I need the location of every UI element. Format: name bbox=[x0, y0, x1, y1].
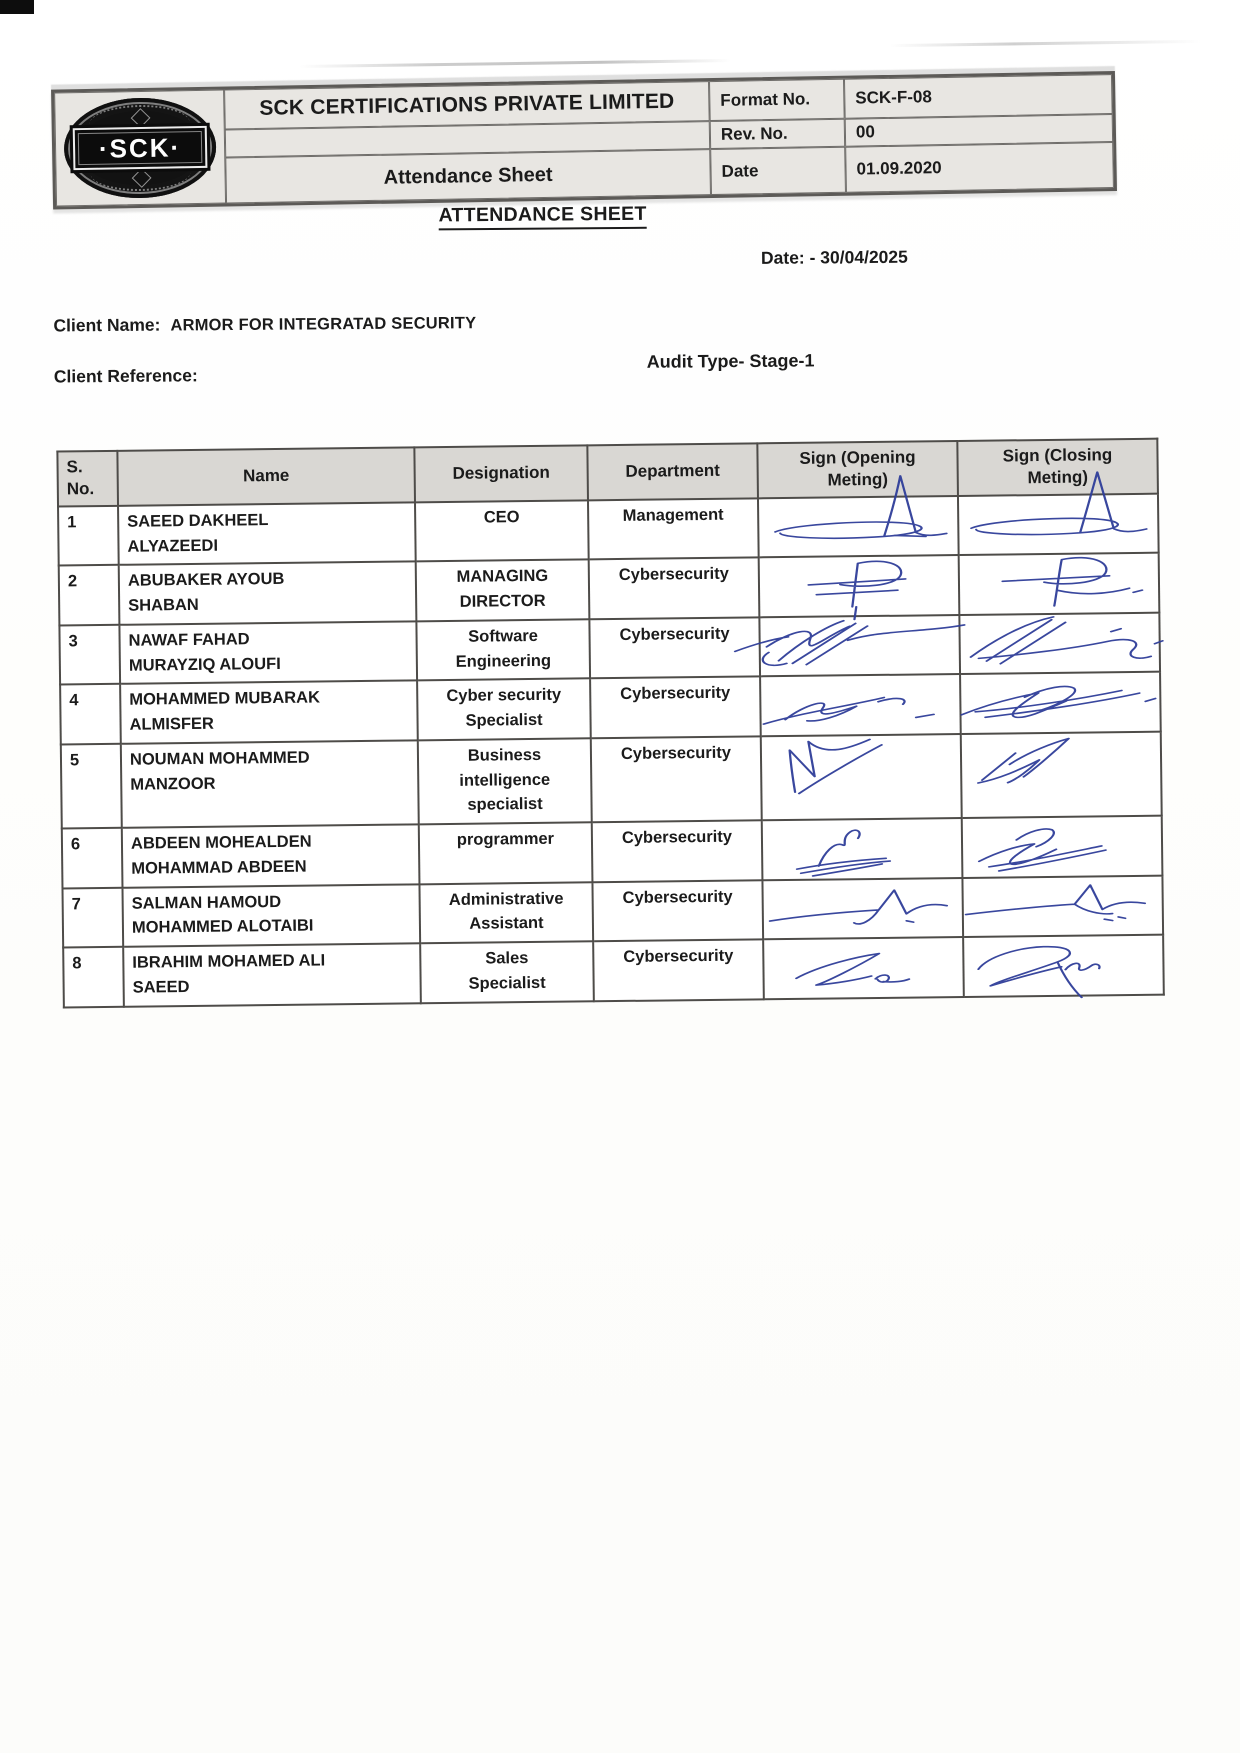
signature-closing-ink bbox=[959, 497, 1158, 555]
signature-closing-ink bbox=[961, 675, 1160, 733]
header-sign-opening: Sign (Opening Meting) bbox=[757, 441, 958, 498]
row-number-cell: 5 bbox=[61, 744, 122, 829]
rev-no-label: Rev. No. bbox=[710, 119, 845, 149]
document-header-table bbox=[51, 71, 1117, 210]
signature-closing-cell bbox=[959, 613, 1160, 675]
signature-opening-cell bbox=[759, 615, 960, 677]
row-number-cell: 8 bbox=[63, 947, 124, 1007]
row-number-cell: 3 bbox=[59, 625, 120, 685]
signature-opening-ink bbox=[759, 499, 958, 557]
department-cell: Cybersecurity bbox=[591, 736, 762, 822]
format-no-label: Format No. bbox=[709, 79, 845, 121]
department-cell: Cybersecurity bbox=[593, 939, 764, 1000]
signature-closing-cell bbox=[958, 494, 1159, 556]
signature-closing-cell bbox=[961, 732, 1162, 819]
signature-closing-cell bbox=[962, 875, 1163, 937]
signature-opening-cell bbox=[762, 818, 963, 880]
department-cell: Cybersecurity bbox=[589, 558, 760, 619]
form-title: Attendance Sheet bbox=[225, 149, 711, 203]
date-value: 01.09.2020 bbox=[845, 142, 1114, 193]
attendance-table bbox=[56, 438, 1164, 1008]
attendee-name-cell: ABDEEN MOHEALDEN MOHAMMAD ABDEEN bbox=[122, 824, 420, 887]
signature-closing-ink bbox=[960, 556, 1159, 614]
signature-opening-cell bbox=[761, 734, 962, 821]
date-label: Date bbox=[710, 147, 846, 195]
signature-closing-ink bbox=[963, 819, 1162, 877]
signature-opening-cell bbox=[763, 937, 964, 999]
logo-text: ·SCK· bbox=[73, 126, 208, 170]
row-number-cell: 6 bbox=[62, 828, 123, 888]
signature-opening-ink bbox=[760, 618, 959, 676]
signature-opening-cell bbox=[758, 496, 959, 558]
designation-cell: programmer bbox=[419, 822, 593, 884]
signature-opening-cell bbox=[760, 674, 961, 736]
signature-closing-ink bbox=[960, 616, 1159, 674]
signature-closing-cell bbox=[959, 553, 1160, 615]
designation-cell: CEO bbox=[415, 500, 589, 562]
department-cell: Cybersecurity bbox=[592, 820, 763, 881]
signature-closing-cell bbox=[963, 935, 1164, 997]
signature-closing-cell bbox=[960, 672, 1161, 734]
client-name-line bbox=[53, 312, 476, 336]
client-name-label: Client Name: bbox=[53, 314, 161, 336]
page-title: ATTENDANCE SHEET bbox=[0, 199, 1088, 231]
signature-opening-ink bbox=[763, 821, 962, 879]
signature-opening-cell bbox=[762, 878, 963, 940]
designation-cell: Administrative Assistant bbox=[419, 882, 593, 944]
attendee-name-cell: SAEED DAKHEEL ALYAZEEDI bbox=[118, 502, 416, 565]
signature-opening-ink bbox=[760, 558, 959, 616]
company-name: SCK CERTIFICATIONS PRIVATE LIMITED bbox=[224, 81, 710, 129]
designation-cell: Software Engineering bbox=[416, 619, 590, 681]
designation-cell: Business intelligence specialist bbox=[418, 738, 592, 824]
attendee-name-cell: IBRAHIM MOHAMED ALI SAEED bbox=[123, 943, 421, 1006]
signature-closing-cell bbox=[962, 816, 1163, 878]
header-name: Name bbox=[117, 447, 415, 505]
signature-opening-ink bbox=[762, 737, 961, 795]
header-sno: S. No. bbox=[57, 451, 118, 507]
row-number-cell: 7 bbox=[62, 887, 123, 947]
attendee-name-cell: ABUBAKER AYOUB SHABAN bbox=[119, 562, 417, 625]
audit-type: Audit Type- Stage-1 bbox=[646, 350, 815, 372]
client-name-value: ARMOR FOR INTEGRATAD SECURITY bbox=[170, 314, 477, 335]
header-department: Department bbox=[587, 443, 758, 500]
table-row bbox=[61, 732, 1162, 829]
signature-opening-ink bbox=[763, 881, 962, 939]
row-number-cell: 1 bbox=[58, 506, 119, 566]
signature-opening-cell bbox=[759, 555, 960, 617]
department-cell: Management bbox=[588, 498, 759, 559]
attendee-name-cell: NOUMAN MOHAMMED MANZOOR bbox=[121, 740, 419, 828]
audit-date: Date: - 30/04/2025 bbox=[760, 246, 908, 268]
designation-cell: MANAGING DIRECTOR bbox=[416, 560, 590, 622]
header-sign-closing: Sign (Closing Meting) bbox=[957, 439, 1158, 496]
rev-no-value: 00 bbox=[845, 114, 1113, 147]
attendee-name-cell: SALMAN HAMOUD MOHAMMED ALOTAIBI bbox=[122, 884, 420, 947]
signature-opening-ink bbox=[764, 940, 963, 998]
table-row bbox=[63, 935, 1164, 1007]
designation-cell: Cyber security Specialist bbox=[417, 679, 591, 741]
row-number-cell: 2 bbox=[59, 565, 120, 625]
designation-cell: Sales Specialist bbox=[420, 941, 594, 1003]
logo-cell bbox=[54, 90, 226, 207]
department-cell: Cybersecurity bbox=[589, 617, 760, 678]
row-number-cell: 4 bbox=[60, 684, 121, 744]
signature-closing-ink bbox=[963, 878, 1162, 936]
department-cell: Cybersecurity bbox=[592, 880, 763, 941]
sck-logo-icon bbox=[63, 97, 217, 200]
header-designation: Designation bbox=[414, 445, 588, 502]
signature-closing-ink bbox=[962, 735, 1161, 793]
format-no-value: SCK-F-08 bbox=[844, 74, 1113, 119]
attendee-name-cell: MOHAMMED MUBARAK ALMISFER bbox=[120, 681, 418, 744]
attendee-name-cell: NAWAF FAHAD MURAYZIQ ALOUFI bbox=[119, 621, 417, 684]
signature-opening-ink bbox=[761, 677, 960, 735]
client-reference-label: Client Reference: bbox=[53, 365, 198, 387]
signature-closing-ink bbox=[964, 938, 1163, 996]
department-cell: Cybersecurity bbox=[590, 677, 761, 738]
